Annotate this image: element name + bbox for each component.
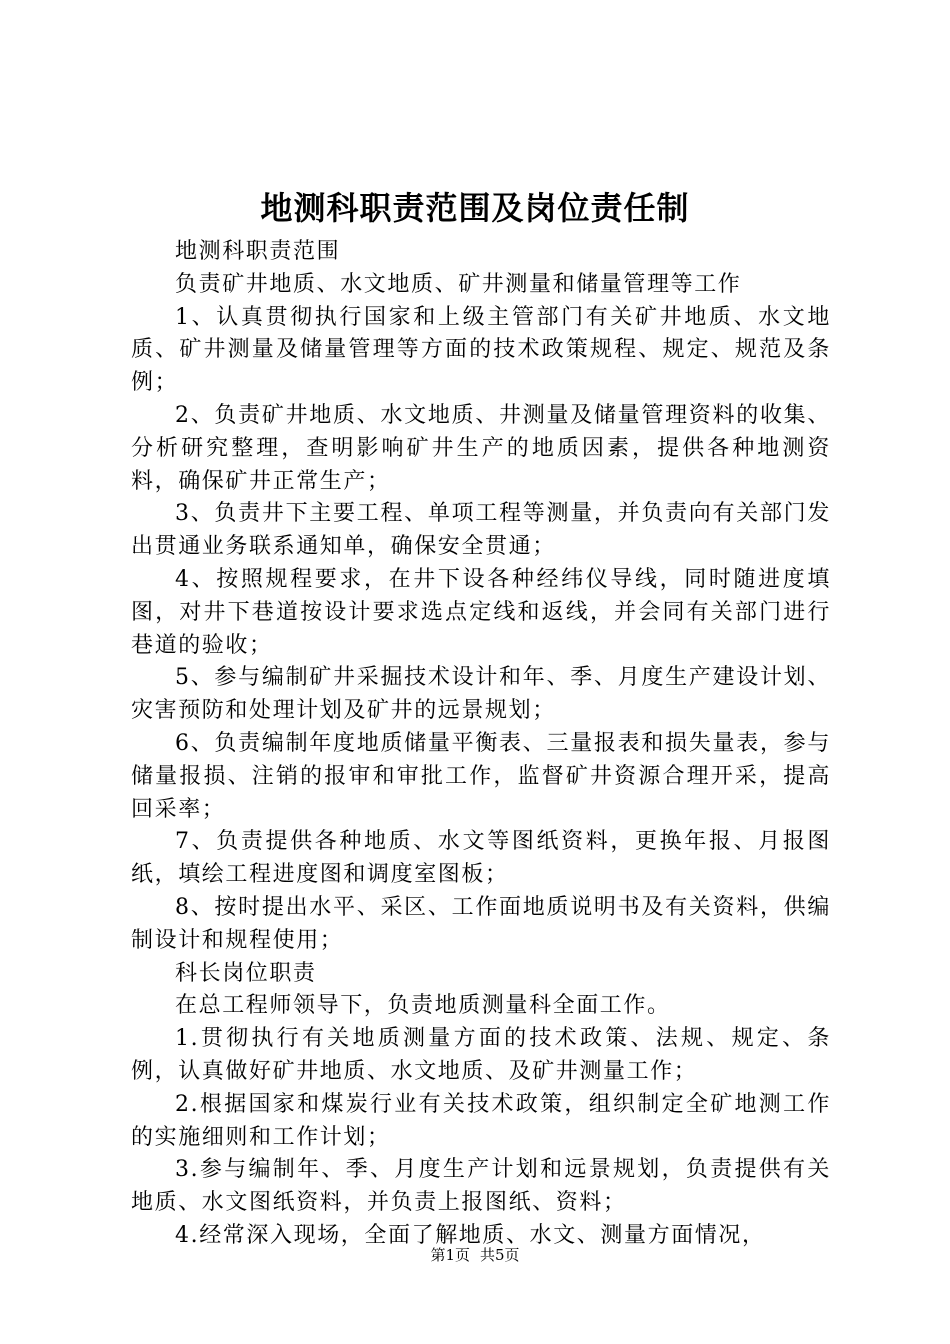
- chief-item-2: 2.根据国家和煤炭行业有关技术政策，组织制定全矿地测工作的实施细则和工作计划；: [131, 1091, 831, 1150]
- chief-item-4: 4.经常深入现场，全面了解地质、水文、测量方面情况，: [175, 1222, 766, 1248]
- scope-summary: 负责矿井地质、水文地质、矿井测量和储量管理等工作: [175, 271, 742, 297]
- scope-item-7: 7、负责提供各种地质、水文等图纸资料，更换年报、月报图纸，填绘工程进度图和调度室图板；: [131, 829, 831, 888]
- chief-summary: 在总工程师领导下，负责地质测量科全面工作。: [175, 993, 671, 1019]
- document-body: [131, 236, 831, 1253]
- scope-item-5: 5、参与编制矿井采掘技术设计和年、季、月度生产建设计划、灾害预防和处理计划及矿井的远景规划；: [131, 665, 831, 724]
- chief-item-3: 3.参与编制年、季、月度生产计划和远景规划，负责提供有关地质、水文图纸资料，并负责上报图纸、资料；: [131, 1157, 831, 1216]
- scope-item-3: 3、负责井下主要工程、单项工程等测量，并负责向有关部门发出贯通业务联系通知单，确保安全贯通；: [131, 501, 831, 560]
- page-number: 第1页: [430, 1246, 470, 1264]
- scope-item-8: 8、按时提出水平、采区、工作面地质说明书及有关资料，供编制设计和规程使用；: [131, 894, 831, 953]
- scope-item-2: 2、负责矿井地质、水文地质、井测量及储量管理资料的收集、分析研究整理，查明影响矿井生产的地质因素，提供各种地测资料，确保矿井正常生产；: [131, 402, 831, 494]
- document-title: 地测科职责范围及岗位责任制: [260, 189, 690, 227]
- scope-item-4: 4、按照规程要求，在井下设各种经纬仪导线，同时随进度填图，对井下巷道按设计要求选点定线和返线，并会同有关部门进行巷道的验收；: [131, 566, 831, 658]
- chief-item-1: 1.贯彻执行有关地质测量方面的技术政策、法规、规定、条例，认真做好矿井地质、水文地质、及矿井测量工作；: [131, 1026, 831, 1084]
- scope-item-1: 1、认真贯彻执行国家和上级主管部门有关矿井地质、水文地质、矿井测量及储量管理等方面的技术政策规程、规定、规范及条例；: [131, 304, 831, 396]
- page-total: 共5页: [480, 1246, 520, 1264]
- section-heading-chief-duties: 科长岗位职责: [175, 960, 317, 986]
- page-footer: [0, 1245, 950, 1265]
- section-heading-scope: 地测科职责范围: [175, 239, 341, 264]
- scope-item-6: 6、负责编制年度地质储量平衡表、三量报表和损失量表，参与储量报损、注销的报审和审批工作，监督矿井资源合理开采，提高回采率；: [131, 730, 831, 822]
